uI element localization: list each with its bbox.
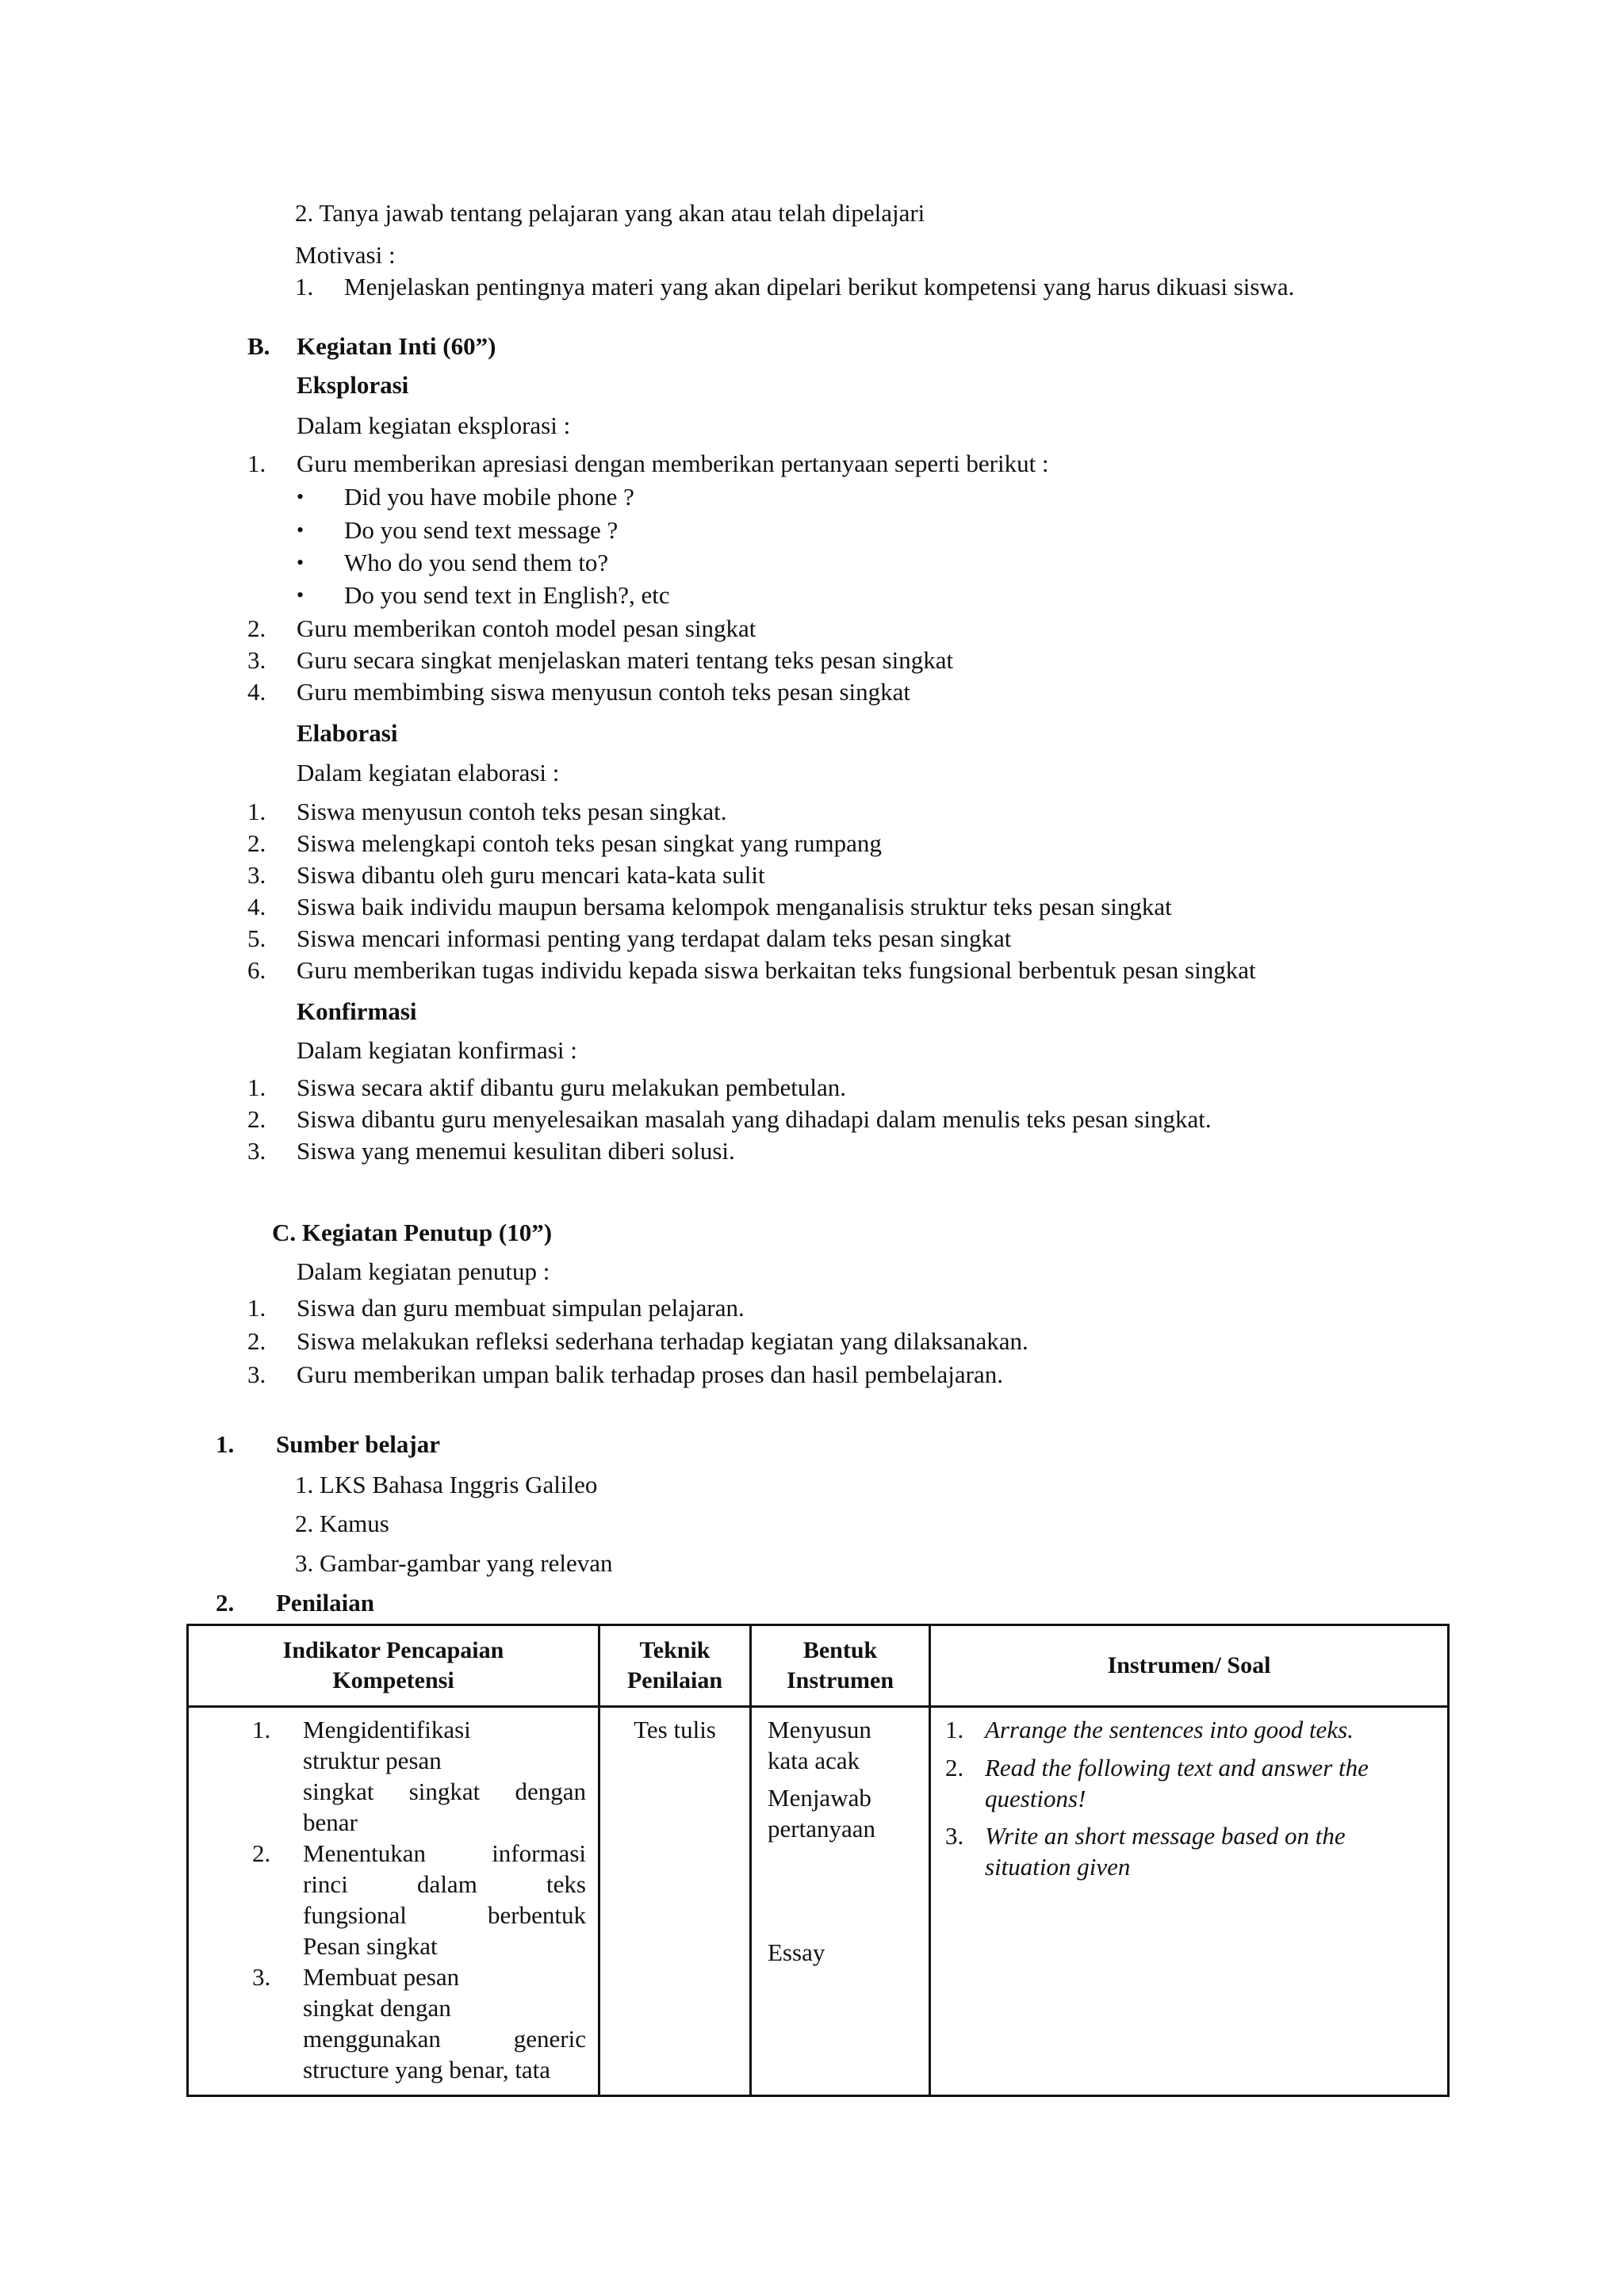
motivasi-label: Motivasi : [295,241,396,269]
indikator-line: struktur pesan [303,1747,442,1774]
indikator-line: singkat dengan [303,1994,451,2022]
header-instrumen: Instrumen/ Soal [930,1625,1449,1707]
list-item: Siswa yang menemui kesulitan diberi solusi. [297,1137,735,1165]
indikator-line: menggunakan generic [303,2025,586,2053]
motivasi-num: 1. [295,273,314,300]
list-item: Siswa dibantu guru menyelesaikan masalah yang dihadapi dalam menulis teks pesan singkat. [297,1105,1212,1133]
indikator-line: Pesan singkat [303,1932,438,1960]
soal-line: Write an short message based on the [985,1822,1346,1850]
soal-line: Arrange the sentences into good teks. [985,1716,1354,1743]
list-num: 4. [247,678,266,706]
indikator-num: 3. [252,1963,271,1991]
cell-teknik [599,1707,751,2096]
list-item: Guru membimbing siswa menyusun contoh teks pesan singkat [297,678,911,706]
list-num: 2. [247,1105,266,1133]
list-num: 2. [247,1327,266,1355]
sumber-num: 1. [216,1430,235,1458]
soal-num: 1. [945,1716,964,1743]
penilaian-heading: Penilaian [276,1589,375,1617]
list-num: 6. [247,956,266,984]
list-num: 1. [247,1073,266,1101]
header-indikator: Indikator Pencapaian Kompetensi [188,1625,599,1707]
list-item: Guru memberikan umpan balik terhadap proses dan hasil pembelajaran. [297,1360,1003,1388]
bullet-item: Do you send text message ? [344,516,619,544]
penilaian-num: 2. [216,1589,235,1617]
soal-num: 3. [945,1822,964,1850]
bullet-item: Who do you send them to? [344,549,609,576]
indikator-line: Mengidentifikasi [303,1716,471,1743]
list-item: Siswa dibantu oleh guru mencari kata-kata sulit [297,861,765,889]
cell-bentuk [751,1707,930,2096]
indikator-num: 1. [252,1716,271,1743]
bentuk-line: Essay [768,1938,825,1966]
header-bentuk: Bentuk Instrumen [751,1625,930,1707]
sumber-item: 2. Kamus [295,1510,389,1537]
bentuk-line: Menyusun [768,1716,871,1743]
elaborasi-intro: Dalam kegiatan elaborasi : [297,759,560,786]
sumber-heading: Sumber belajar [276,1430,440,1458]
list-num: 3. [247,861,266,889]
indikator-line: structure yang benar, tata [303,2056,551,2084]
list-item: Siswa melengkapi contoh teks pesan singkat yang rumpang [297,829,882,857]
bentuk-line: pertanyaan [768,1815,875,1843]
list-num: 3. [247,1137,266,1165]
indikator-line: Membuat pesan [303,1963,460,1991]
bullet-icon: • [297,485,304,508]
indikator-line: fungsional berbentuk [303,1901,586,1929]
list-item: Siswa baik individu maupun bersama kelompok menganalisis struktur teks pesan singkat [297,893,1172,920]
bentuk-line: kata acak [768,1747,860,1774]
teknik-value: Tes tulis [634,1716,716,1743]
pendahuluan-item-2: 2. Tanya jawab tentang pelajaran yang akan atau telah dipelajari [295,199,925,227]
motivasi-text: Menjelaskan pentingnya materi yang akan dipelari berikut kompetensi yang harus dikuasi siswa. [344,273,1295,300]
list-num: 3. [247,646,266,674]
bullet-icon: • [297,584,304,607]
list-item: Guru memberikan contoh model pesan singkat [297,614,756,642]
list-item: Siswa menyusun contoh teks pesan singkat. [297,798,727,825]
table-row [188,1707,1449,2096]
list-num: 2. [247,614,266,642]
indikator-line: singkat singkat dengan [303,1777,586,1805]
soal-line: Read the following text and answer the [985,1754,1369,1781]
list-num: 5. [247,924,266,952]
indikator-line: Menentukan informasi [303,1839,586,1867]
list-item: Siswa melakukan refleksi sederhana terhadap kegiatan yang dilaksanakan. [297,1327,1028,1355]
cell-soal [930,1707,1449,2096]
bullet-icon: • [297,551,304,574]
section-b-heading: Kegiatan Inti (60”) [297,332,496,360]
section-b-letter: B. [247,332,270,360]
table-header-row [188,1625,1449,1707]
list-num: 2. [247,829,266,857]
bullet-icon: • [297,519,304,541]
list-num: 1. [247,1294,266,1322]
list-item: Siswa dan guru membuat simpulan pelajaran. [297,1294,745,1322]
list-item: Guru memberikan tugas individu kepada siswa berkaitan teks fungsional berbentuk pesan singkat [297,956,1256,984]
bullet-item: Did you have mobile phone ? [344,483,634,511]
penutup-intro: Dalam kegiatan penutup : [297,1257,550,1285]
list-num: 4. [247,893,266,920]
eksplorasi-title: Eksplorasi [297,371,409,399]
indikator-line: benar [303,1808,358,1836]
eksplorasi-item-1: Guru memberikan apresiasi dengan memberikan pertanyaan seperti berikut : [297,450,1049,477]
soal-num: 2. [945,1754,964,1781]
header-teknik: Teknik Penilaian [599,1625,751,1707]
bullet-item: Do you send text in English?, etc [344,581,670,609]
konfirmasi-title: Konfirmasi [297,997,417,1025]
konfirmasi-intro: Dalam kegiatan konfirmasi : [297,1036,577,1064]
penilaian-table [186,1624,1450,2097]
soal-line: questions! [985,1785,1086,1812]
indikator-line: rinci dalam teks [303,1870,586,1898]
cell-indikator [188,1707,599,2096]
list-num: 1. [247,798,266,825]
section-c-heading: C. Kegiatan Penutup (10”) [272,1219,553,1246]
list-item: Siswa mencari informasi penting yang terdapat dalam teks pesan singkat [297,924,1012,952]
sumber-item: 3. Gambar-gambar yang relevan [295,1549,613,1577]
soal-line: situation given [985,1853,1131,1881]
elaborasi-title: Elaborasi [297,719,398,747]
bentuk-line: Menjawab [768,1784,871,1812]
list-item: Guru secara singkat menjelaskan materi tentang teks pesan singkat [297,646,954,674]
list-item: Siswa secara aktif dibantu guru melakukan pembetulan. [297,1073,846,1101]
sumber-item: 1. LKS Bahasa Inggris Galileo [295,1471,598,1498]
eksplorasi-intro: Dalam kegiatan eksplorasi : [297,411,571,439]
indikator-num: 2. [252,1839,271,1867]
list-num: 3. [247,1360,266,1388]
eksplorasi-item-1-num: 1. [247,450,266,477]
